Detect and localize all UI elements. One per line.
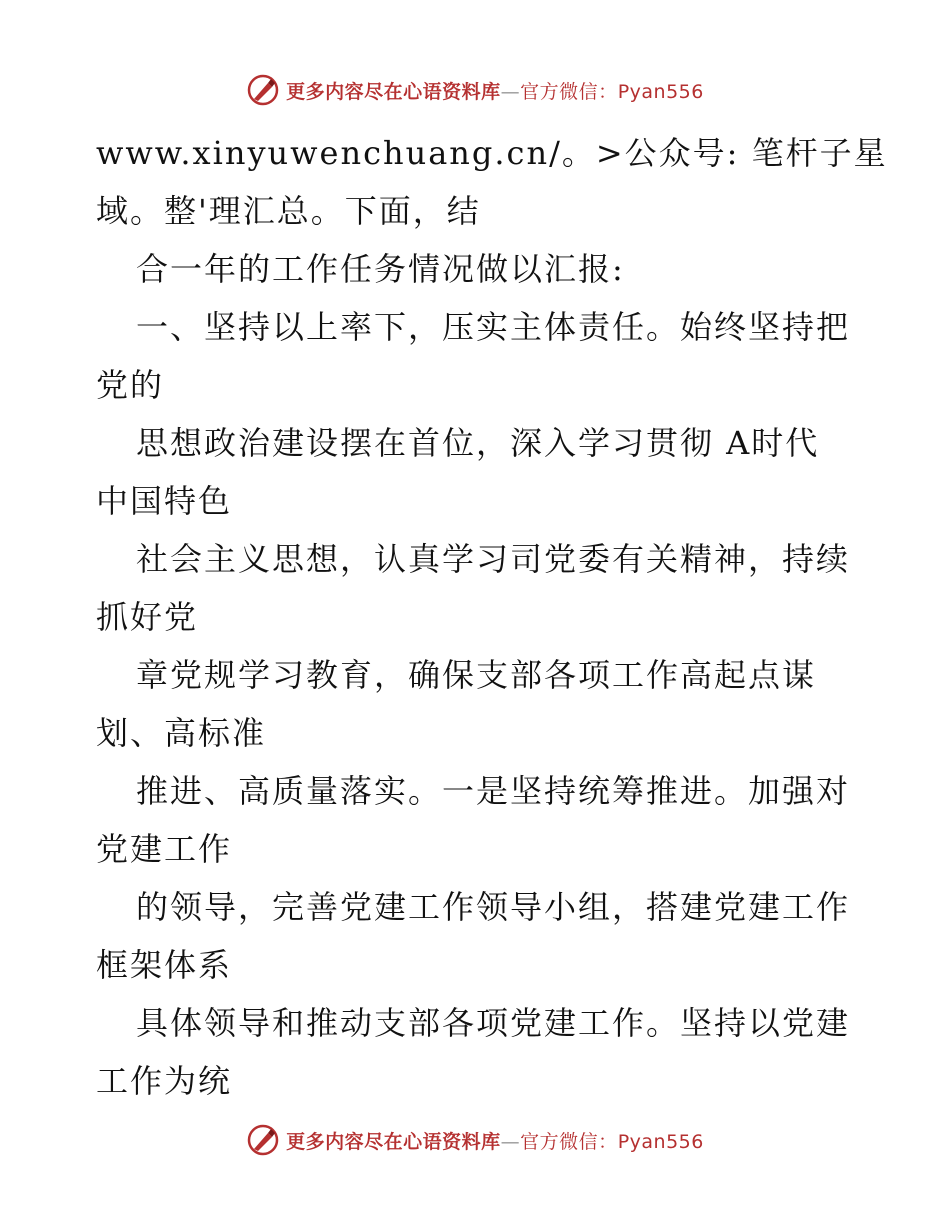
text-line: www.xinyuwenchuang.cn/。>公众号: 笔杆子星 bbox=[96, 134, 888, 172]
pen-logo-icon bbox=[246, 73, 280, 107]
text-line: 一、坚持以上率下，压实主体责任。始终坚持把 bbox=[136, 308, 851, 346]
text-line: 思想政治建设摆在首位，深入学习贯彻 A时代 bbox=[136, 424, 820, 462]
text-line: 框架体系 bbox=[96, 946, 233, 984]
footer-watermark-banner bbox=[0, 1120, 950, 1160]
text-line: 域。整'理汇总。下面，结 bbox=[96, 192, 481, 230]
banner-account: Pyan556 bbox=[617, 1130, 704, 1153]
banner-wechat-label: 官方微信： bbox=[520, 80, 618, 103]
text-line: 抓好党 bbox=[96, 598, 199, 636]
banner-text bbox=[286, 1127, 704, 1154]
banner-separator: — bbox=[500, 80, 521, 103]
banner-separator: — bbox=[500, 1130, 521, 1153]
pen-logo-icon bbox=[246, 1123, 280, 1157]
header-watermark-banner bbox=[0, 70, 950, 110]
text-line: 推进、高质量落实。一是坚持统筹推进。加强对 bbox=[136, 772, 851, 810]
banner-main-text: 更多内容尽在心语资料库 bbox=[286, 80, 501, 103]
banner-wechat-label: 官方微信： bbox=[520, 1130, 618, 1153]
text-line: 社会主义思想，认真学习司党委有关精神，持续 bbox=[136, 540, 851, 578]
document-body bbox=[96, 124, 896, 1110]
text-line: 划、高标准 bbox=[96, 714, 267, 752]
text-line: 党的 bbox=[96, 366, 165, 404]
text-line: 中国特色 bbox=[96, 482, 233, 520]
text-line: 党建工作 bbox=[96, 830, 233, 868]
text-line: 工作为统 bbox=[96, 1062, 233, 1100]
text-line: 合一年的工作任务情况做以汇报: bbox=[136, 250, 625, 288]
banner-text bbox=[286, 77, 704, 104]
text-line: 具体领导和推动支部各项党建工作。坚持以党建 bbox=[136, 1004, 851, 1042]
banner-account: Pyan556 bbox=[617, 80, 704, 103]
banner-main-text: 更多内容尽在心语资料库 bbox=[286, 1130, 501, 1153]
text-line: 章党规学习教育，确保支部各项工作高起点谋 bbox=[136, 656, 817, 694]
text-line: 的领导，完善党建工作领导小组，搭建党建工作 bbox=[136, 888, 851, 926]
